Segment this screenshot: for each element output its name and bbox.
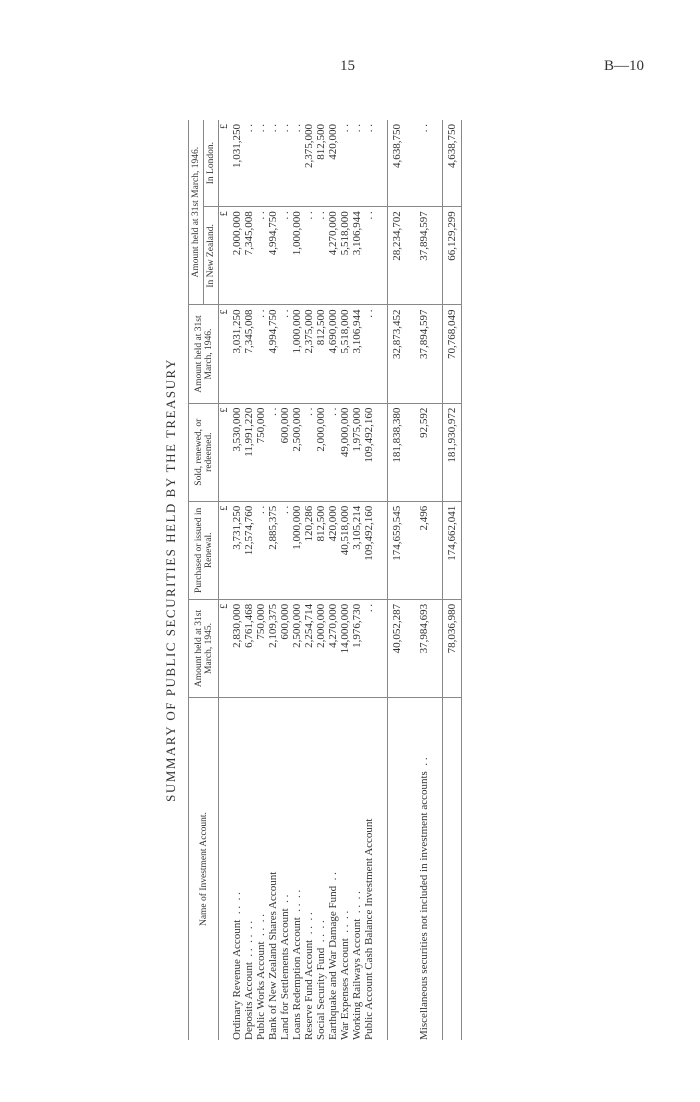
amount-cell-2: 174,662,041 bbox=[443, 501, 462, 599]
amount-cell-5: . . bbox=[303, 207, 315, 305]
amount-cell-6: . . bbox=[418, 120, 430, 207]
spacer-row bbox=[375, 120, 388, 1040]
currency-symbol: £ bbox=[219, 403, 232, 501]
amount-cell-1: 6,761,468 bbox=[243, 599, 255, 697]
account-name-text: Deposits Account bbox=[243, 962, 255, 1040]
amount-cell-4: . . bbox=[255, 305, 267, 403]
account-name-text: Land for Settlements Account bbox=[279, 908, 291, 1040]
table-body bbox=[219, 120, 462, 1040]
header-london: In London. bbox=[204, 120, 219, 207]
currency-symbol: £ bbox=[219, 599, 232, 697]
amount-cell-6: . . bbox=[243, 120, 255, 207]
securities-table bbox=[188, 120, 462, 1040]
leader-dots: . . . . bbox=[291, 889, 303, 918]
amount-cell-3: . . bbox=[303, 403, 315, 501]
page-number: 15 bbox=[340, 58, 355, 74]
table-title: SUMMARY OF PUBLIC SECURITIES HELD BY THE TREASURY bbox=[163, 358, 178, 802]
account-name bbox=[339, 698, 351, 1040]
currency-symbol: £ bbox=[219, 501, 232, 599]
amount-cell-1: 2,830,000 bbox=[231, 599, 243, 697]
amount-cell-3: 181,930,972 bbox=[443, 403, 462, 501]
amount-cell-5: 5,518,000 bbox=[339, 207, 351, 305]
amount-cell-5: 7,345,008 bbox=[243, 207, 255, 305]
account-name-text: Working Railways Account bbox=[351, 918, 363, 1040]
amount-cell-4: 3,031,250 bbox=[231, 305, 243, 403]
amount-cell-2: 420,000 bbox=[327, 501, 339, 599]
account-name-text: Loans Redemption Account bbox=[291, 917, 303, 1040]
amount-cell-2: 40,518,000 bbox=[339, 501, 351, 599]
amount-cell-2: 1,000,000 bbox=[291, 501, 303, 599]
amount-cell-5: 3,106,944 bbox=[351, 207, 363, 305]
amount-cell-5: 4,994,750 bbox=[267, 207, 279, 305]
amount-cell-6: 4,638,750 bbox=[388, 120, 407, 207]
leader-dots: . . . . bbox=[339, 910, 351, 939]
amount-cell-4: . . bbox=[279, 305, 291, 403]
account-name bbox=[351, 698, 363, 1040]
amount-cell-1: 4,270,000 bbox=[327, 599, 339, 697]
account-name bbox=[443, 698, 462, 1040]
account-name-text: Public Account Cash Balance Investment Account bbox=[363, 818, 375, 1040]
account-name-text: Reserve Fund Account bbox=[303, 939, 315, 1040]
amount-cell-3: 600,000 bbox=[279, 403, 291, 501]
leader-dots: . . . . bbox=[231, 892, 243, 920]
amount-cell-4: 37,894,597 bbox=[418, 305, 430, 403]
amount-cell-6: . . bbox=[363, 120, 375, 207]
currency-row bbox=[219, 120, 232, 1040]
leader-dots: . . . . . . bbox=[243, 920, 255, 963]
currency-symbol: £ bbox=[219, 207, 232, 305]
account-name-text: Social Security Fund bbox=[315, 947, 327, 1040]
table-row bbox=[363, 120, 375, 1040]
amount-cell-3: 3,530,000 bbox=[231, 403, 243, 501]
account-name bbox=[363, 698, 375, 1040]
amount-cell-4: 3,106,944 bbox=[351, 305, 363, 403]
amount-cell-5: 4,270,000 bbox=[327, 207, 339, 305]
header-held-1945: Amount held at 31st March, 1945. bbox=[189, 599, 219, 697]
amount-cell-6: . . bbox=[267, 120, 279, 207]
amount-cell-6: . . bbox=[339, 120, 351, 207]
amount-cell-2: 3,105,214 bbox=[351, 501, 363, 599]
spacer-row bbox=[406, 120, 418, 1040]
header-new-zealand: In New Zealand. bbox=[204, 207, 219, 305]
rotated-table-block bbox=[160, 120, 540, 1040]
subtotal-row bbox=[388, 120, 407, 1040]
amount-cell-3: . . bbox=[267, 403, 279, 501]
amount-cell-5: 66,129,299 bbox=[443, 207, 462, 305]
amount-cell-6: 2,375,000 bbox=[303, 120, 315, 207]
amount-cell-1: 1,976,730 bbox=[351, 599, 363, 697]
amount-cell-5: 1,000,000 bbox=[291, 207, 303, 305]
amount-cell-6: 812,500 bbox=[315, 120, 327, 207]
amount-cell-4: 32,873,452 bbox=[388, 305, 407, 403]
amount-cell-2: 12,574,760 bbox=[243, 501, 255, 599]
table-row bbox=[291, 120, 303, 1040]
table-row bbox=[267, 120, 279, 1040]
amount-cell-4: 70,768,049 bbox=[443, 305, 462, 403]
amount-cell-5: . . bbox=[315, 207, 327, 305]
amount-cell-4: 1,000,000 bbox=[291, 305, 303, 403]
amount-cell-2: 2,496 bbox=[418, 501, 430, 599]
amount-cell-2: 174,659,545 bbox=[388, 501, 407, 599]
amount-cell-3: 49,000,000 bbox=[339, 403, 351, 501]
leader-dots: . . bbox=[327, 872, 339, 886]
amount-cell-6: . . bbox=[291, 120, 303, 207]
amount-cell-6: 1,031,250 bbox=[231, 120, 243, 207]
amount-cell-1: . . bbox=[363, 599, 375, 697]
account-name-text: Miscellaneous securities not included in investment accounts bbox=[418, 771, 430, 1040]
leader-dots: . . . . bbox=[351, 891, 363, 919]
account-name-text: War Expenses Account bbox=[339, 938, 351, 1040]
amount-cell-6: . . bbox=[279, 120, 291, 207]
amount-cell-3: 92,592 bbox=[418, 403, 430, 501]
amount-cell-4: 7,345,008 bbox=[243, 305, 255, 403]
header-held-1946: Amount held at 31st March, 1946. bbox=[189, 305, 219, 403]
account-name-text: Bank of New Zealand Shares Account bbox=[267, 871, 279, 1040]
amount-cell-4: 812,500 bbox=[315, 305, 327, 403]
amount-cell-4: 4,994,750 bbox=[267, 305, 279, 403]
account-name-text: Ordinary Revenue Account bbox=[231, 919, 243, 1040]
amount-cell-5: . . bbox=[279, 207, 291, 305]
leader-dots: . . bbox=[279, 894, 291, 909]
amount-cell-1: 40,052,287 bbox=[388, 599, 407, 697]
amount-cell-4: 2,375,000 bbox=[303, 305, 315, 403]
account-name bbox=[267, 698, 279, 1040]
header-group-1946: Amount held at 31st March, 1946. bbox=[189, 120, 204, 305]
header-sold: Sold, renewed, or redeemed. bbox=[189, 403, 219, 501]
amount-cell-6: . . bbox=[351, 120, 363, 207]
header-purchased: Purchased or issued in Renewal. bbox=[189, 501, 219, 599]
table-row bbox=[339, 120, 351, 1040]
leader-dots: . . . . bbox=[303, 912, 315, 940]
amount-cell-1: 600,000 bbox=[279, 599, 291, 697]
account-name bbox=[231, 698, 243, 1040]
amount-cell-3: 2,500,000 bbox=[291, 403, 303, 501]
account-name bbox=[418, 698, 430, 1040]
account-name bbox=[303, 698, 315, 1040]
amount-cell-1: 750,000 bbox=[255, 599, 267, 697]
account-name bbox=[388, 698, 407, 1040]
amount-cell-5: 28,234,702 bbox=[388, 207, 407, 305]
table-row bbox=[279, 120, 291, 1040]
amount-cell-5: 2,000,000 bbox=[231, 207, 243, 305]
amount-cell-1: 2,109,375 bbox=[267, 599, 279, 697]
amount-cell-3: 109,492,160 bbox=[363, 403, 375, 501]
amount-cell-6: . . bbox=[255, 120, 267, 207]
amount-cell-5: . . bbox=[255, 207, 267, 305]
account-name bbox=[327, 698, 339, 1040]
account-name-text: Public Works Account bbox=[255, 941, 267, 1040]
misc-securities-row bbox=[418, 120, 430, 1040]
amount-cell-3: . . bbox=[327, 403, 339, 501]
amount-cell-4: . . bbox=[363, 305, 375, 403]
leader-dots: . . . . bbox=[315, 920, 327, 948]
amount-cell-3: 1,975,000 bbox=[351, 403, 363, 501]
amount-cell-3: 750,000 bbox=[255, 403, 267, 501]
table-row bbox=[315, 120, 327, 1040]
amount-cell-2: . . bbox=[279, 501, 291, 599]
account-name bbox=[315, 698, 327, 1040]
grand-total-row bbox=[443, 120, 462, 1040]
amount-cell-3: 181,838,380 bbox=[388, 403, 407, 501]
table-row bbox=[231, 120, 243, 1040]
amount-cell-3: 11,991,220 bbox=[243, 403, 255, 501]
amount-cell-1: 37,984,693 bbox=[418, 599, 430, 697]
account-name bbox=[291, 698, 303, 1040]
amount-cell-2: 2,885,375 bbox=[267, 501, 279, 599]
table-row bbox=[351, 120, 363, 1040]
amount-cell-1: 78,036,980 bbox=[443, 599, 462, 697]
account-name bbox=[243, 698, 255, 1040]
table-row bbox=[327, 120, 339, 1040]
amount-cell-2: 3,731,250 bbox=[231, 501, 243, 599]
leader-dots: . . bbox=[418, 757, 430, 772]
account-name bbox=[279, 698, 291, 1040]
currency-symbol: £ bbox=[219, 120, 232, 207]
table-row bbox=[255, 120, 267, 1040]
leader-dots: . . . . bbox=[255, 913, 267, 942]
amount-cell-2: . . bbox=[255, 501, 267, 599]
amount-cell-1: 14,000,000 bbox=[339, 599, 351, 697]
table-row bbox=[243, 120, 255, 1040]
amount-cell-5: 37,894,597 bbox=[418, 207, 430, 305]
amount-cell-1: 2,500,000 bbox=[291, 599, 303, 697]
amount-cell-1: 2,000,000 bbox=[315, 599, 327, 697]
currency-symbol: £ bbox=[219, 305, 232, 403]
amount-cell-3: 2,000,000 bbox=[315, 403, 327, 501]
amount-cell-5: . . bbox=[363, 207, 375, 305]
amount-cell-4: 5,518,000 bbox=[339, 305, 351, 403]
spacer-row bbox=[430, 120, 443, 1040]
document-reference: B—10 bbox=[604, 58, 645, 74]
amount-cell-6: 420,000 bbox=[327, 120, 339, 207]
account-name bbox=[255, 698, 267, 1040]
header-name: Name of Investment Account. bbox=[189, 698, 219, 1040]
amount-cell-1: 2,254,714 bbox=[303, 599, 315, 697]
amount-cell-2: 120,286 bbox=[303, 501, 315, 599]
amount-cell-2: 109,492,160 bbox=[363, 501, 375, 599]
amount-cell-4: 4,690,000 bbox=[327, 305, 339, 403]
account-name-text: Earthquake and War Damage Fund bbox=[327, 885, 339, 1040]
amount-cell-6: 4,638,750 bbox=[443, 120, 462, 207]
amount-cell-2: 812,500 bbox=[315, 501, 327, 599]
table-row bbox=[303, 120, 315, 1040]
